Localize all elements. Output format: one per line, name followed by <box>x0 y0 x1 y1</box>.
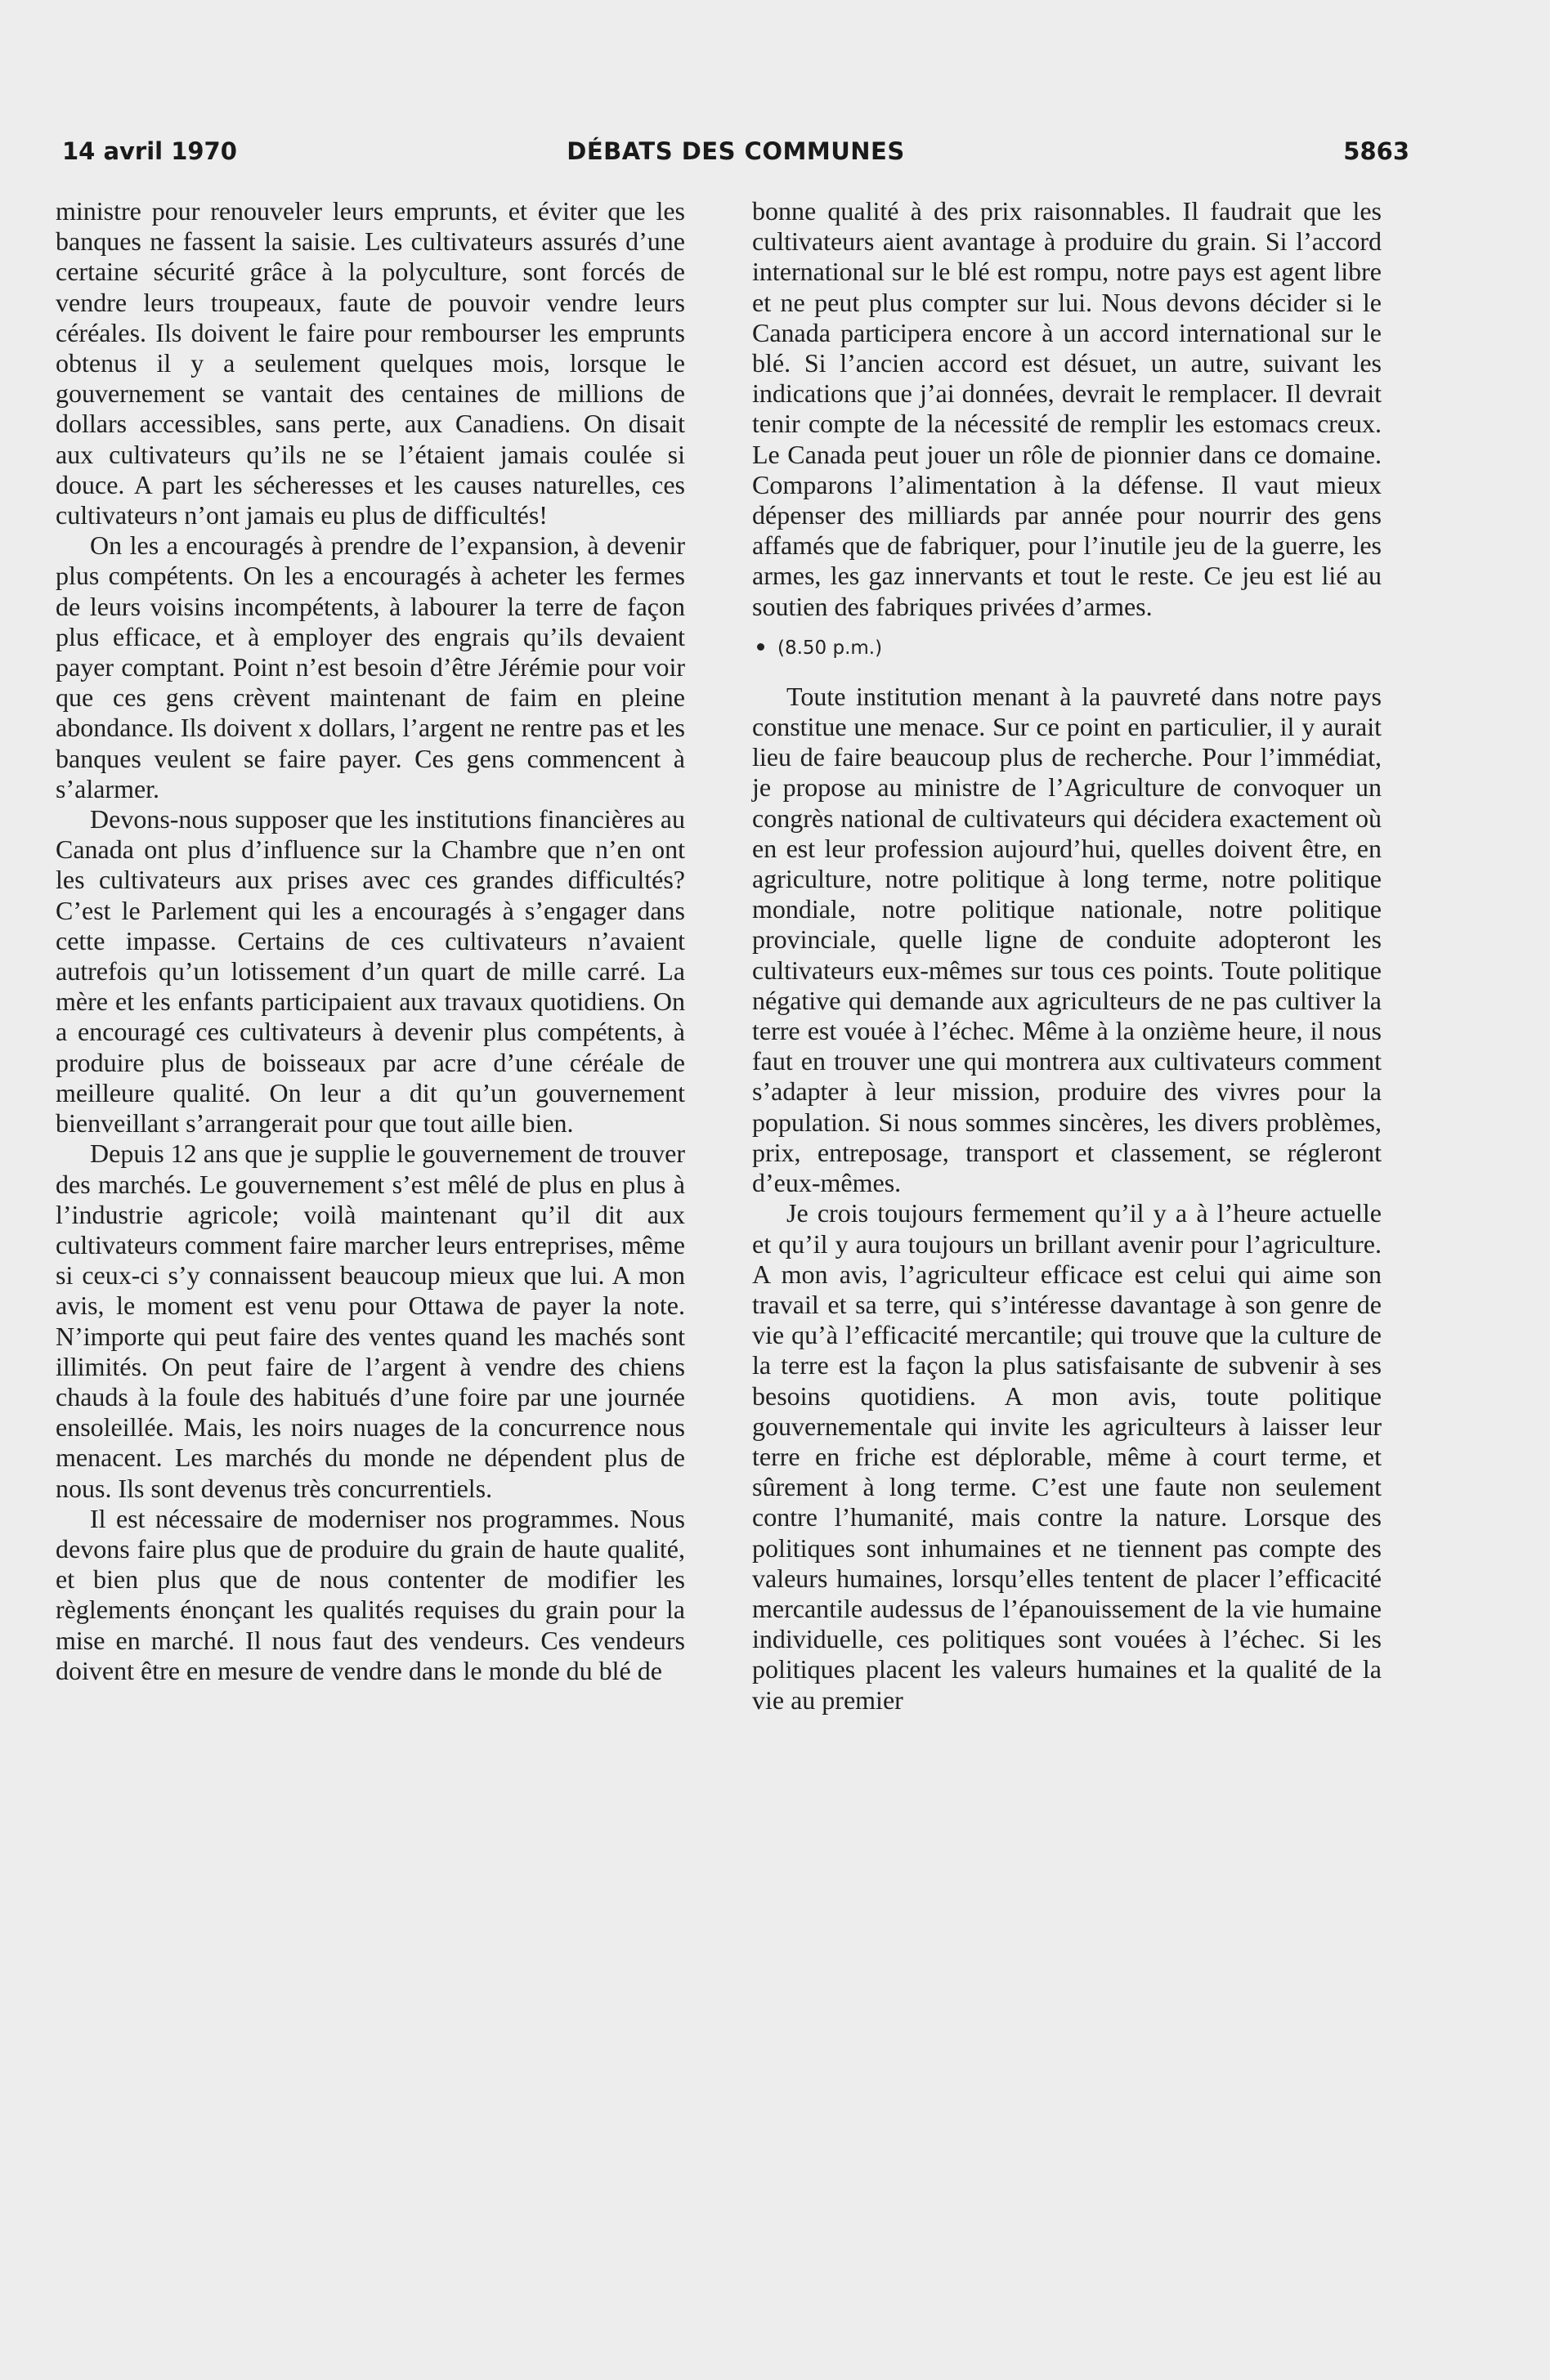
header-date: 14 avril 1970 <box>62 137 237 165</box>
page-number: 5863 <box>1343 137 1409 165</box>
sitting-timestamp <box>752 633 1382 664</box>
right-column <box>752 196 1382 1716</box>
left-column <box>56 196 685 1686</box>
paragraph: ministre pour renouveler leurs emprunts, et éviter que les banques ne fassent la saisie. Les cultivateurs assurés d’une certaine sécurité grâce à la polyculture, sont forcés de vendre leurs troupeaux, faute de pouvoir vendre leurs céréales. Ils doivent le faire pour rembourser les emprunts obtenus il y a seulement quelques mois, lorsque le gouvernement se vantait des centaines de millions de dollars accessibles, sans perte, aux Canadiens. On disait aux cultivateurs qu’ils ne se l’étaient jamais coulée si douce. A part les sécheresses et les causes naturelles, ces cultivateurs n’ont jamais eu plus de difficultés! <box>56 196 685 530</box>
paragraph: On les a encouragés à prendre de l’expansion, à devenir plus compétents. On les a encouragés à acheter les fermes de leurs voisins incompétents, à labourer la terre de façon plus efficace, et à employer des engrais qu’ils devaient payer comptant. Point n’est besoin d’être Jérémie pour voir que ces gens crèvent maintenant de faim en pleine abondance. Ils doivent x dollars, l’argent ne rentre pas et les banques veulent se faire payer. Ces gens commencent à s’alarmer. <box>56 530 685 803</box>
paragraph: Toute institution menant à la pauvreté dans notre pays constitue une menace. Sur ce point en particulier, il y aurait lieu de faire beaucoup plus de recherche. Pour l’immédiat, je propose au ministre de l’Agriculture de convoquer un congrès national de cultivateurs qui décidera exactement où en est leur profession aujourd’hui, quelles doivent être, en agriculture, notre politique à long terme, notre politique mondiale, notre politique nationale, notre politique provinciale, quelle ligne de conduite adopteront les cultivateurs eux-mêmes sur tous ces points. Toute politique négative qui demande aux agriculteurs de ne pas cultiver la terre est vouée à l’échec. Même à la onzième heure, il nous faut en trouver une qui montrera aux cultivateurs comment s’adapter à leur mission, produire des vivres pour la population. Si nous sommes sincères, les divers problèmes, prix, entreposage, transport et classement, se régleront d’eux-mêmes. <box>752 681 1382 1198</box>
paragraph: Il est nécessaire de moderniser nos programmes. Nous devons faire plus que de produire du grain de haute qualité, et bien plus que de nous contenter de modifier les règlements énonçant les qualités requises du grain pour la mise en marché. Il nous faut des vendeurs. Ces vendeurs doivent être en mesure de vendre dans le monde du blé de <box>56 1503 685 1685</box>
bullet-icon <box>757 643 764 651</box>
paragraph: bonne qualité à des prix raisonnables. Il faudrait que les cultivateurs aient avantage à produire du grain. Si l’accord international sur le blé est rompu, notre pays est agent libre et ne peut plus compter sur lui. Nous devons décider si le Canada participera encore à un accord international sur le blé. Si l’ancien accord est désuet, un autre, suivant les indications que j’ai données, devrait le remplacer. Il devrait tenir compte de la nécessité de remplir les estomacs creux. Le Canada peut jouer un rôle de pionnier dans ce domaine. Comparons l’alimentation à la défense. Il vaut mieux dépenser des milliards par année pour nourrir des gens affamés que de fabriquer, pour l’inutile jeu de la guerre, les armes, les gaz innervants et tout le reste. Ce jeu est lié au soutien des fabriques privées d’armes. <box>752 196 1382 621</box>
paragraph: Devons-nous supposer que les institutions financières au Canada ont plus d’influence sur la Chambre que n’en ont les cultivateurs aux prises avec ces grandes difficultés? C’est le Parlement qui les a encouragés à s’engager dans cette impasse. Certains de ces cultivateurs n’avaient autrefois qu’un lotissement d’un quart de mille carré. La mère et les enfants participaient aux travaux quotidiens. On a encouragé ces cultivateurs à devenir plus compétents, à produire plus de boisseaux par acre d’une céréale de meilleure qualité. On leur a dit qu’un gouvernement bienveillant s’arrangerait pour que tout aille bien. <box>56 804 685 1139</box>
header-title: DÉBATS DES COMMUNES <box>567 137 905 165</box>
paragraph: Depuis 12 ans que je supplie le gouvernement de trouver des marchés. Le gouvernement s’est mêlé de plus en plus à l’industrie agricole; voilà maintenant qu’il dit aux cultivateurs comment faire marcher leurs entreprises, même si ceux-ci s’y connaissent beaucoup mieux que lui. A mon avis, le moment est venu pour Ottawa de payer la note. N’importe qui peut faire des ventes quand les machés sont illimités. On peut faire de l’argent à vendre des chiens chauds à la foule des habitués d’une foire par une journée ensoleillée. Mais, les noirs nuages de la concurrence nous menacent. Les marchés du monde ne dépendent plus de nous. Ils sont devenus très concurrentiels. <box>56 1139 685 1503</box>
paragraph: Je crois toujours fermement qu’il y a à l’heure actuelle et qu’il y aura toujours un brillant avenir pour l’agriculture. A mon avis, l’agriculteur efficace est celui qui aime son travail et sa terre, qui s’intéresse davantage à son genre de vie qu’à l’efficacité mercantile; qui trouve que la culture de la terre est la façon la plus satisfaisante de subvenir à ses besoins quotidiens. A mon avis, toute politique gouvernementale qui invite les agriculteurs à laisser leur terre en friche est déplorable, même à court terme, et sûrement à long terme. C’est une faute non seulement contre l’humanité, mais contre la nature. Lorsque des politiques sont inhumaines et ne tiennent pas compte des valeurs humaines, lorsqu’elles tentent de placer l’efficacité mercantile audessus de l’épanouissement de la vie humaine individuelle, ces politiques sont vouées à l’échec. Si les politiques placent les valeurs humaines et la qualité de la vie au premier <box>752 1198 1382 1715</box>
page-header <box>62 137 1409 173</box>
timestamp-text: (8.50 p.m.) <box>777 637 883 659</box>
